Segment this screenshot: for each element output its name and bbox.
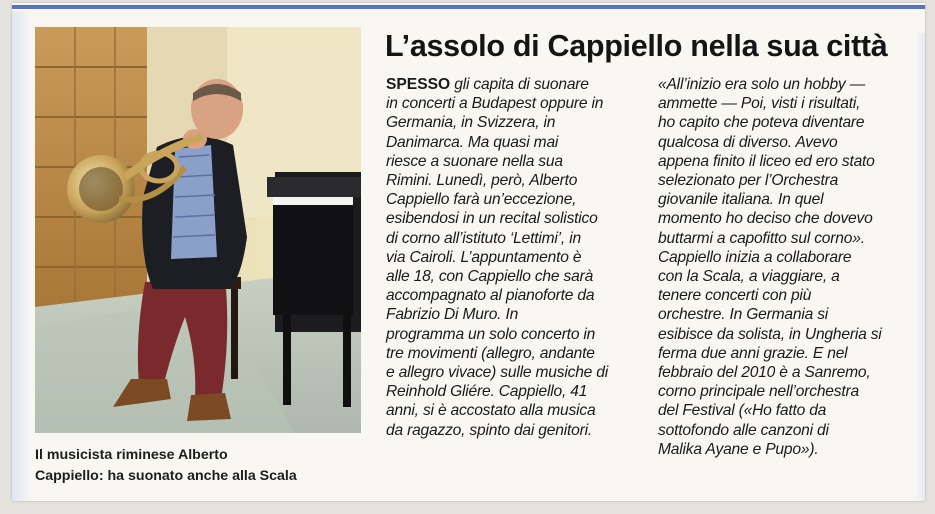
column-line: Danimarca. Ma quasi mai xyxy=(386,133,559,151)
caption-line: Cappiello: ha suonato anche alla Scala xyxy=(35,468,297,484)
caption-line: Il musicista riminese Alberto xyxy=(35,447,228,463)
column-line: Germania, in Svizzera, in xyxy=(386,114,556,132)
column-line: «All’inizio era solo un hobby — xyxy=(658,76,866,93)
column-line: in concerti a Budapest oppure in xyxy=(386,95,604,113)
column-line: tre movimenti (allegro, andante xyxy=(386,344,595,362)
article-photo xyxy=(35,27,361,433)
column-line: via Cairoli. L’appuntamento è xyxy=(386,248,582,266)
column-line: da ragazzo, spinto dai genitori. xyxy=(386,421,592,439)
right-page-bleed xyxy=(915,33,925,501)
column-line: selezionato per l’Orchestra xyxy=(658,172,839,190)
article-column-1 xyxy=(386,75,644,440)
column-line: con la Scala, a viaggiare, a xyxy=(658,268,840,286)
faded-adjacent-heading xyxy=(477,7,925,29)
column-line: febbraio del 2010 è a Sanremo, xyxy=(658,364,871,382)
column-line: Cappiello inizia a collaborare xyxy=(658,248,852,266)
column-line: Cappiello farà un’eccezione, xyxy=(386,191,577,209)
column-line: buttarmi a capofitto sul corno». xyxy=(658,229,865,247)
column-line: di corno all’istituto ‘Lettimi’, in xyxy=(386,229,581,247)
column-line-rest: gli capita di suonare xyxy=(450,76,589,93)
column-line: esibendosi in un recital solistico xyxy=(386,210,598,228)
column-line: Reinhold Gliére. Cappiello, 41 xyxy=(386,383,588,401)
photo-caption xyxy=(35,445,365,487)
column-line: tenere concerti con più xyxy=(658,287,812,305)
column-line: accompagnato al pianoforte da xyxy=(386,287,595,305)
article-headline: L’assolo di Cappiello nella sua città xyxy=(385,29,888,63)
column-line: anni, si è accostato alla musica xyxy=(386,402,596,420)
left-page-bleed xyxy=(12,11,32,501)
column-line: ho capito che poteva diventare xyxy=(658,114,865,132)
column-line: alle 18, con Cappiello che sarà xyxy=(386,268,594,286)
column-line xyxy=(386,75,644,94)
column-line: orchestre. In Germania si xyxy=(658,306,829,324)
column-line: Rimini. Lunedì, però, Alberto xyxy=(386,172,578,190)
column-line: esibisce da solista, in Ungheria si xyxy=(658,325,882,343)
column-line: sottofondo alle canzoni di xyxy=(658,421,829,439)
lead-word: SPESSO xyxy=(386,76,451,93)
column-line: Malika Ayane e Pupo»). xyxy=(658,440,819,458)
column-line: ammette — Poi, visti i risultati, xyxy=(658,95,861,113)
column-line: del Festival («Ho fatto da xyxy=(658,402,827,420)
column-line: Fabrizio Di Muro. In xyxy=(386,306,519,324)
column-line: qualcosa di diverso. Avevo xyxy=(658,133,838,151)
column-line: momento ho deciso che dovevo xyxy=(658,210,873,228)
column-line: giovanile italiana. In quel xyxy=(658,191,824,209)
column-line: appena finito il liceo ed ero stato xyxy=(658,152,875,170)
column-line: riesce a suonare nella sua xyxy=(386,152,563,170)
photo-illustration xyxy=(35,27,361,433)
column-line: e allegro vivace) sulle musiche di xyxy=(386,364,609,382)
column-line: corno principale nell’orchestra xyxy=(658,383,859,401)
newspaper-clipping xyxy=(12,3,925,501)
article-column-2 xyxy=(658,75,920,459)
column-line: ferma due anni grazie. E nel xyxy=(658,344,848,362)
column-line: programma un solo concerto in xyxy=(386,325,596,343)
